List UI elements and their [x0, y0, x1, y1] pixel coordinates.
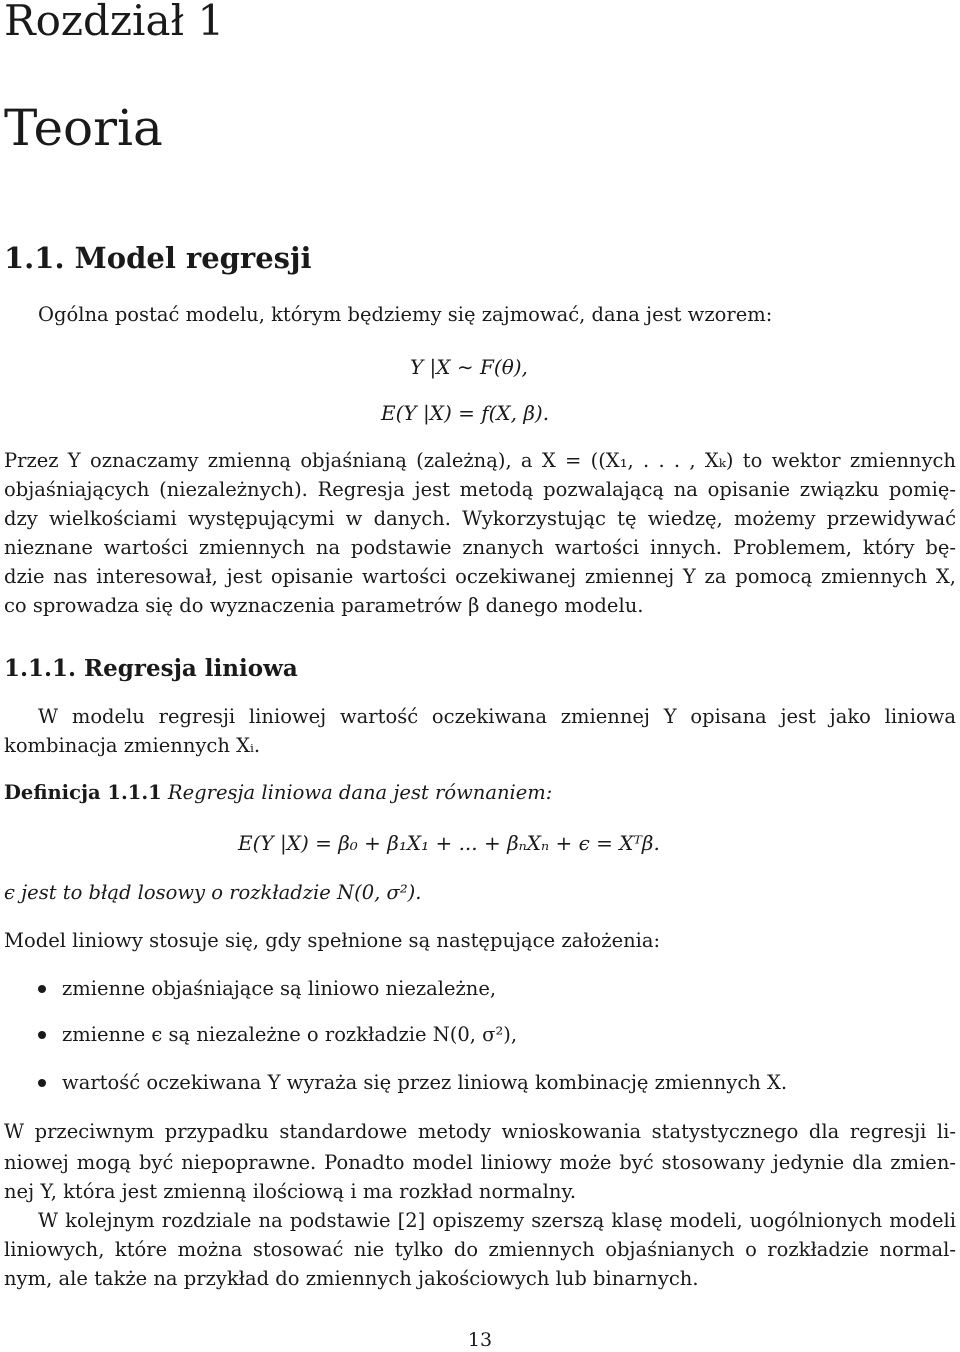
equation-distribution: Y |X ∼ F(θ),: [410, 355, 528, 379]
list-item: zmienne ϵ są niezależne o rozkładzie N(0, σ²),: [62, 1023, 518, 1046]
definition: [4, 778, 552, 807]
definition-text: Regresja liniowa dana jest równaniem:: [167, 781, 553, 804]
paragraph-line: nej Y, która jest zmienną ilościową i ma rozkład normalny.: [4, 1180, 577, 1203]
section-heading: 1.1. Model regresji: [4, 241, 312, 275]
bullet-icon: [38, 985, 46, 993]
bullet-icon: [38, 1031, 46, 1039]
paragraph-line: niowej mogą być niepoprawne. Ponadto model liniowy może być stosowany jedynie dla zmien-: [4, 1151, 956, 1174]
paragraph-line: W kolejnym rozdziale na podstawie [2] opiszemy szerszą klasę modeli, uogólnionych modeli: [38, 1209, 956, 1232]
page-number: 13: [467, 1329, 493, 1351]
equation-linear-regression: E(Y |X) = β₀ + β₁X₁ + ... + βₙXₙ + ϵ = Xᵀβ.: [238, 831, 660, 855]
paragraph-line: objaśniających (niezależnych). Regresja jest metodą pozwalającą na opisanie związku pomię-: [4, 478, 956, 501]
paragraph-line: nieznane wartości zmiennych na podstawie znanych wartości innych. Problemem, który bę-: [4, 536, 956, 559]
subsection-heading: 1.1.1. Regresja liniowa: [4, 655, 298, 682]
chapter-title: Teoria: [4, 99, 163, 157]
intro-paragraph: Ogólna postać modelu, którym będziemy się zajmować, dana jest wzorem:: [38, 303, 773, 326]
paragraph-line: nym, ale także na przykład do zmiennych jakościowych lub binarnych.: [4, 1267, 699, 1290]
definition-label: Definicja 1.1.1: [4, 781, 162, 804]
equation-expectation: E(Y |X) = f(X, β).: [381, 401, 550, 425]
list-item: zmienne objaśniające są liniowo niezależne,: [62, 977, 497, 1000]
paragraph-line: co sprowadza się do wyznaczenia parametrów β danego modelu.: [4, 594, 644, 617]
list-item: wartość oczekiwana Y wyraża się przez liniową kombinację zmiennych X.: [62, 1071, 788, 1094]
paragraph-line: W przeciwnym przypadku standardowe metody wnioskowania statystycznego dla regresji li-: [4, 1120, 956, 1143]
paragraph-line: W modelu regresji liniowej wartość oczekiwana zmiennej Y opisana jest jako liniowa: [38, 705, 956, 728]
paragraph-line: dzie nas interesował, jest opisanie wartości oczekiwanej zmiennej Y za pomocą zmiennych X,: [4, 565, 956, 588]
paragraph-line: liniowych, które można stosować nie tylko do zmiennych objaśnianych o rozkładzie normal-: [4, 1238, 956, 1261]
assumptions-intro: Model liniowy stosuje się, gdy spełnione są następujące założenia:: [4, 929, 661, 952]
paragraph-line: Przez Y oznaczamy zmienną objaśnianą (zależną), a X = ((X₁, . . . , Xₖ) to wektor zmiennych: [4, 449, 956, 472]
paragraph-line: kombinacja zmiennych Xᵢ.: [4, 734, 261, 757]
chapter-heading: Rozdział 1: [4, 0, 225, 45]
paragraph-line: dzy wielkościami występującymi w danych. Wykorzystując tę wiedzę, możemy przewidywać: [4, 507, 956, 530]
epsilon-note: ϵ jest to błąd losowy o rozkładzie N(0, σ²).: [4, 881, 422, 904]
bullet-icon: [38, 1079, 46, 1087]
